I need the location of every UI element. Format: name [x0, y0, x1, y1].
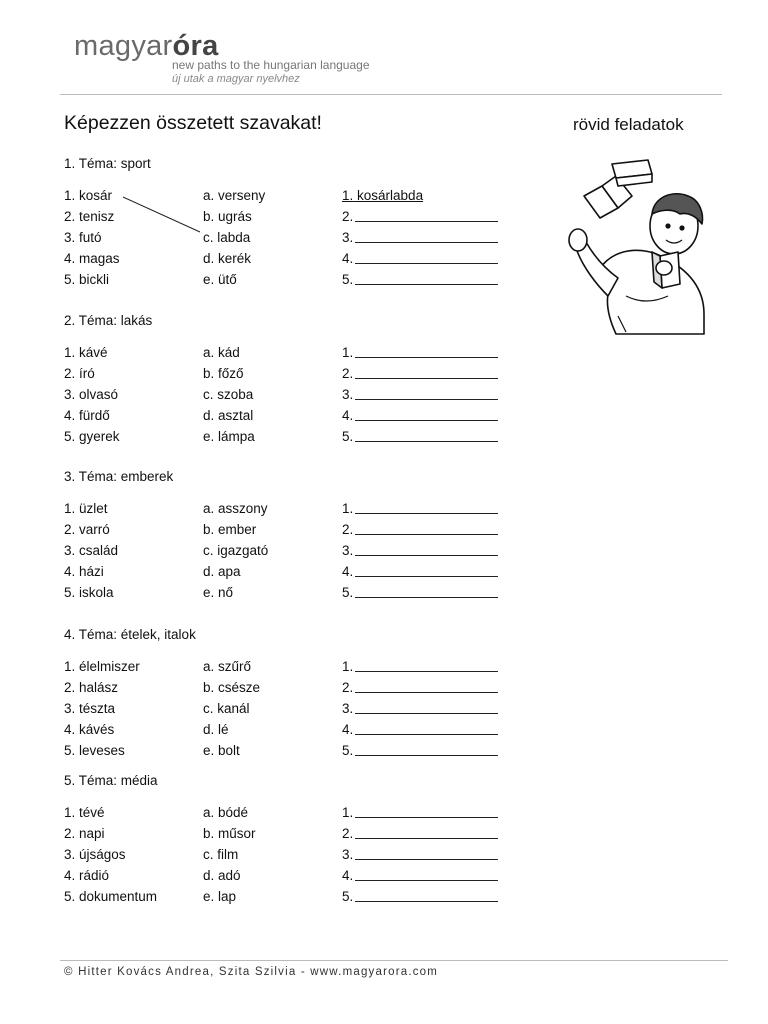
- second-word: b. csésze: [203, 680, 261, 695]
- answer-blank[interactable]: [355, 582, 498, 598]
- first-word: 2. tenisz: [64, 209, 115, 224]
- exercise-row: [64, 802, 524, 823]
- exercise-row: [64, 248, 524, 269]
- answer-number: 3.: [342, 543, 354, 558]
- first-word: 4. házi: [64, 564, 104, 579]
- answer-blank[interactable]: [355, 384, 498, 400]
- exercise-row: [64, 865, 524, 886]
- answer-blank[interactable]: [355, 561, 498, 577]
- answer-blank[interactable]: [355, 342, 498, 358]
- exercise-row: [64, 384, 524, 405]
- brand-prefix: magyar: [74, 30, 173, 62]
- answer-slot: [342, 248, 498, 269]
- first-word: 4. rádió: [64, 868, 110, 883]
- answer-slot: [342, 540, 498, 561]
- second-word: d. kerék: [203, 251, 252, 266]
- exercise-row: [64, 582, 524, 603]
- first-word: 4. magas: [64, 251, 120, 266]
- answer-number: 4.: [342, 564, 354, 579]
- answer-blank[interactable]: [355, 740, 498, 756]
- second-word: c. labda: [203, 230, 251, 245]
- exercise-row: [64, 426, 524, 447]
- footer-copyright: © Hitter Kovács Andrea, Szita Szilvia - www.magyarora.com: [64, 966, 439, 978]
- answer-number: 5.: [342, 272, 354, 287]
- answer-slot: [342, 185, 423, 206]
- answer-blank[interactable]: [355, 865, 498, 881]
- answer-number: 4.: [342, 868, 354, 883]
- second-word: b. ugrás: [203, 209, 252, 224]
- second-word: c. szoba: [203, 387, 254, 402]
- answer-blank[interactable]: [355, 405, 498, 421]
- exercise-row: [64, 405, 524, 426]
- answer-blank[interactable]: [355, 656, 498, 672]
- second-word: a. szűrő: [203, 659, 252, 674]
- exercise-row: [64, 719, 524, 740]
- answer-number: 5.: [342, 743, 354, 758]
- first-word: 1. élelmiszer: [64, 659, 140, 674]
- first-word: 5. leveses: [64, 743, 125, 758]
- first-word: 2. író: [64, 366, 95, 381]
- second-word: d. lé: [203, 722, 229, 737]
- answer-blank[interactable]: [355, 498, 498, 514]
- answer-number: 5.: [342, 429, 354, 444]
- first-word: 3. olvasó: [64, 387, 119, 402]
- exercise-row: [64, 740, 524, 761]
- second-word: b. műsor: [203, 826, 256, 841]
- answer-slot: [342, 719, 498, 740]
- page-title: Képezzen összetett szavakat!: [64, 112, 322, 134]
- answer-blank[interactable]: [355, 248, 498, 264]
- first-word: 1. tévé: [64, 805, 105, 820]
- exercise-row: [64, 698, 524, 719]
- second-word: d. apa: [203, 564, 241, 579]
- exercise-row: [64, 677, 524, 698]
- answer-slot: [342, 363, 498, 384]
- first-word: 5. gyerek: [64, 429, 120, 444]
- example-answer: [342, 188, 423, 203]
- answer-slot: [342, 844, 498, 865]
- juggler-illustration: [556, 156, 716, 336]
- first-word: 3. újságos: [64, 847, 126, 862]
- answer-slot: [342, 677, 498, 698]
- answer-number: 1.: [342, 659, 354, 674]
- answer-slot: [342, 886, 498, 907]
- answer-slot: [342, 802, 498, 823]
- tagline-english: new paths to the hungarian language: [172, 58, 370, 72]
- second-word: e. lámpa: [203, 429, 255, 444]
- exercise-row: [64, 498, 524, 519]
- answer-slot: [342, 519, 498, 540]
- answer-blank[interactable]: [355, 698, 498, 714]
- tagline-hungarian: új utak a magyar nyelvhez: [172, 73, 300, 85]
- answer-slot: [342, 342, 498, 363]
- exercise-row: [64, 342, 524, 363]
- answer-number: 2.: [342, 209, 354, 224]
- answer-slot: [342, 384, 498, 405]
- second-word: a. bódé: [203, 805, 249, 820]
- answer-number: 3.: [342, 847, 354, 862]
- second-word: c. kanál: [203, 701, 250, 716]
- second-word: c. igazgató: [203, 543, 269, 558]
- second-word: b. főző: [203, 366, 244, 381]
- exercise-section: [64, 467, 524, 603]
- answer-blank[interactable]: [355, 227, 498, 243]
- first-word: 2. napi: [64, 826, 105, 841]
- exercise-section: [64, 771, 524, 907]
- first-word: 5. iskola: [64, 585, 114, 600]
- second-word: e. ütő: [203, 272, 237, 287]
- answer-slot: [342, 269, 498, 290]
- answer-slot: [342, 227, 498, 248]
- footer-divider: [60, 960, 728, 961]
- answer-blank[interactable]: [355, 719, 498, 735]
- section-heading: 5. Téma: média: [64, 773, 158, 788]
- second-word: e. bolt: [203, 743, 240, 758]
- first-word: 3. család: [64, 543, 119, 558]
- answer-blank[interactable]: [355, 802, 498, 818]
- answer-number: 2.: [342, 680, 354, 695]
- exercise-section: [64, 625, 524, 761]
- exercise-row: [64, 519, 524, 540]
- answer-number: 2.: [342, 366, 354, 381]
- answer-slot: [342, 823, 498, 844]
- answer-number: 2.: [342, 522, 354, 537]
- answer-blank[interactable]: [355, 426, 498, 442]
- answer-slot: [342, 656, 498, 677]
- second-word: d. adó: [203, 868, 241, 883]
- first-word: 4. kávés: [64, 722, 115, 737]
- answer-slot: [342, 498, 498, 519]
- exercise-row: [64, 227, 524, 248]
- answer-number: 3.: [342, 387, 354, 402]
- answer-blank[interactable]: [355, 844, 498, 860]
- first-word: 2. varró: [64, 522, 110, 537]
- answer-slot: [342, 582, 498, 603]
- exercise-row: [64, 656, 524, 677]
- answer-number: 3.: [342, 230, 354, 245]
- exercise-section: [64, 311, 524, 447]
- exercise-row: [64, 269, 524, 290]
- exercise-row: [64, 363, 524, 384]
- answer-blank[interactable]: [355, 363, 498, 379]
- section-heading: 2. Téma: lakás: [64, 313, 153, 328]
- answer-blank[interactable]: [355, 206, 498, 222]
- exercise-row: [64, 540, 524, 561]
- answer-slot: [342, 405, 498, 426]
- brand-suffix: óra: [172, 30, 219, 62]
- first-word: 3. futó: [64, 230, 102, 245]
- answer-blank[interactable]: [355, 886, 498, 902]
- answer-number: 5.: [342, 585, 354, 600]
- answer-number: 1.: [342, 345, 354, 360]
- second-word: e. nő: [203, 585, 234, 600]
- page-subtitle: rövid feladatok: [573, 115, 684, 134]
- answer-number: 4.: [342, 408, 354, 423]
- first-word: 3. tészta: [64, 701, 116, 716]
- answer-slot: [342, 865, 498, 886]
- answer-blank[interactable]: [355, 519, 498, 535]
- header-divider: [60, 94, 722, 95]
- answer-number: 1.: [342, 188, 354, 203]
- exercise-row: [64, 185, 524, 206]
- exercise-row: [64, 823, 524, 844]
- second-word: a. asszony: [203, 501, 268, 516]
- section-heading: 4. Téma: ételek, italok: [64, 627, 196, 642]
- exercise-section: [64, 154, 524, 290]
- answer-slot: [342, 698, 498, 719]
- first-word: 4. fürdő: [64, 408, 110, 423]
- first-word: 5. dokumentum: [64, 889, 158, 904]
- exercise-row: [64, 844, 524, 865]
- answer-blank[interactable]: [355, 540, 498, 556]
- answer-text: kosárlabda: [357, 188, 424, 203]
- answer-number: 2.: [342, 826, 354, 841]
- answer-blank[interactable]: [355, 269, 498, 285]
- second-word: e. lap: [203, 889, 237, 904]
- answer-number: 5.: [342, 889, 354, 904]
- first-word: 2. halász: [64, 680, 119, 695]
- answer-slot: [342, 206, 498, 227]
- answer-slot: [342, 561, 498, 582]
- answer-number: 4.: [342, 251, 354, 266]
- exercise-row: [64, 886, 524, 907]
- exercise-row: [64, 206, 524, 227]
- section-heading: 1. Téma: sport: [64, 156, 151, 171]
- answer-number: 1.: [342, 805, 354, 820]
- first-word: 1. kosár: [64, 188, 113, 203]
- answer-blank[interactable]: [355, 823, 498, 839]
- answer-slot: [342, 426, 498, 447]
- answer-blank[interactable]: [355, 677, 498, 693]
- second-word: a. verseny: [203, 188, 266, 203]
- answer-slot: [342, 740, 498, 761]
- answer-number: 4.: [342, 722, 354, 737]
- section-heading: 3. Téma: emberek: [64, 469, 174, 484]
- second-word: d. asztal: [203, 408, 254, 423]
- answer-number: 3.: [342, 701, 354, 716]
- second-word: a. kád: [203, 345, 240, 360]
- first-word: 5. bickli: [64, 272, 110, 287]
- answer-number: 1.: [342, 501, 354, 516]
- second-word: b. ember: [203, 522, 257, 537]
- exercise-row: [64, 561, 524, 582]
- first-word: 1. üzlet: [64, 501, 108, 516]
- second-word: c. film: [203, 847, 239, 862]
- first-word: 1. kávé: [64, 345, 108, 360]
